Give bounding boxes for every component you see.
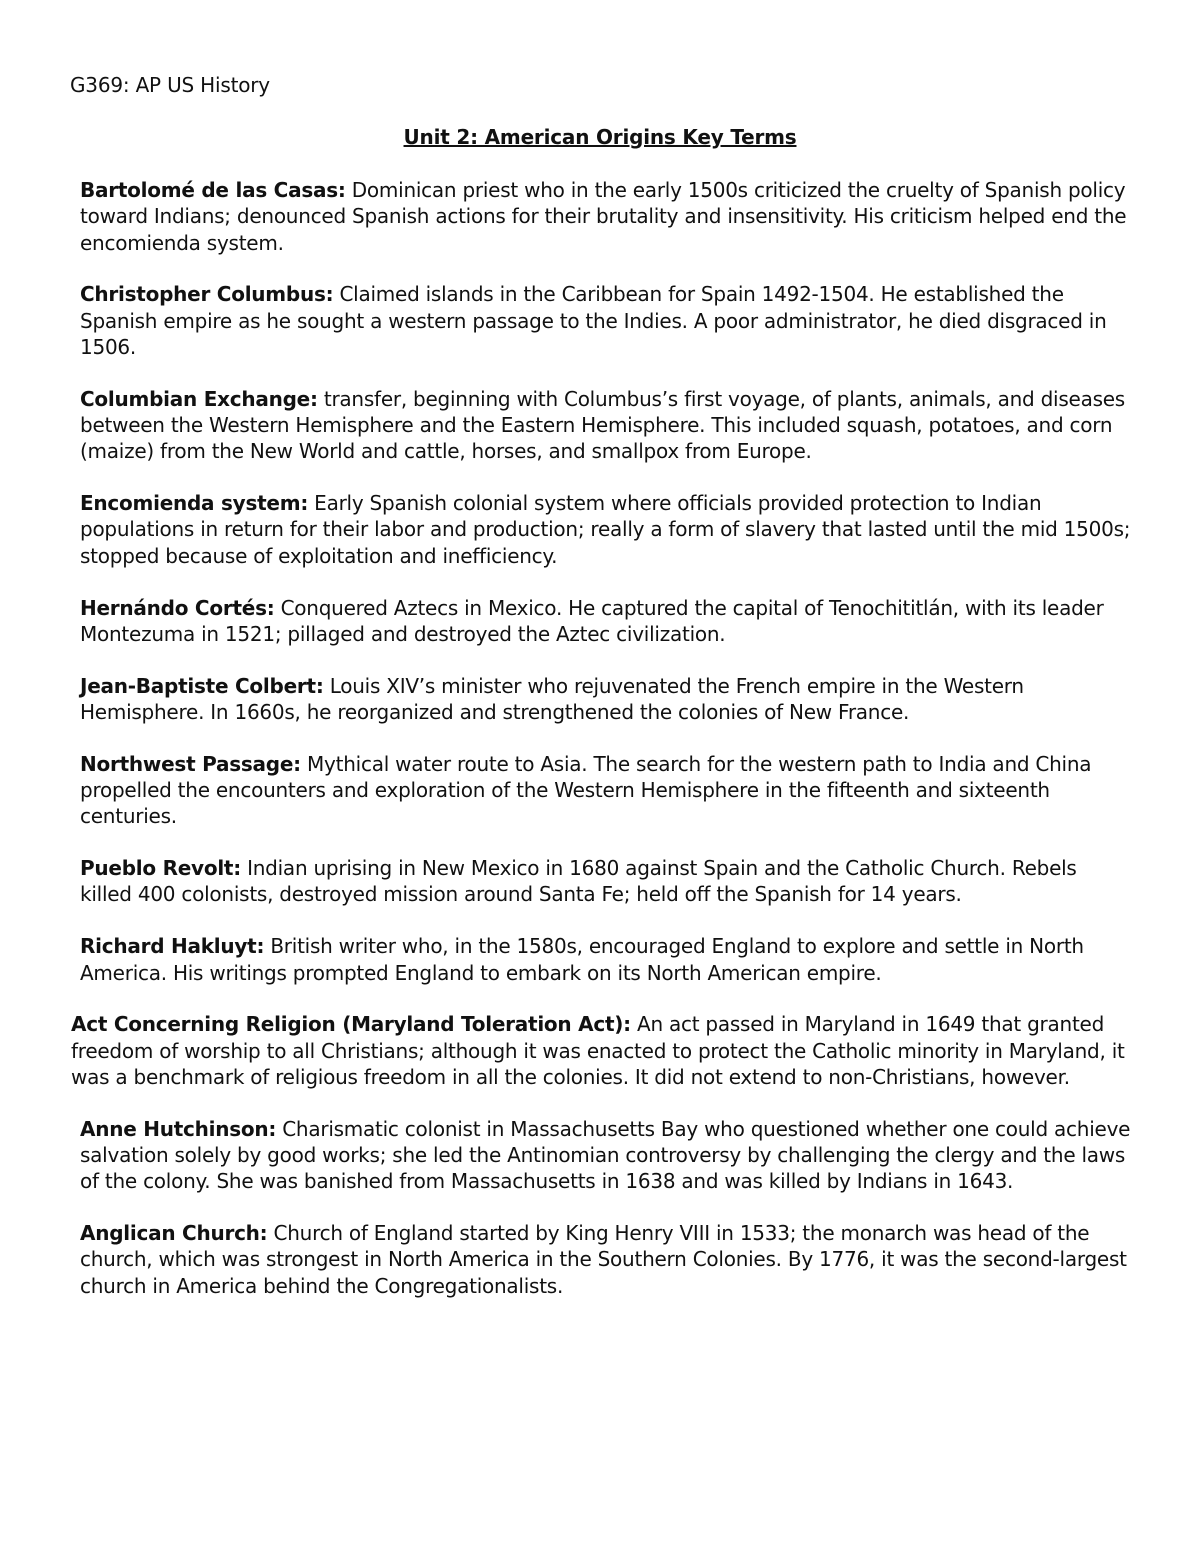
term-entry [80, 751, 1132, 830]
term-definition: Mythical water route to Asia. The search for the western path to India and China propelled the encounters and exploration of the Western Hemisphere in the fifteenth and sixteenth centuries. [80, 751, 1092, 829]
term-name: Anne Hutchinson: [80, 1116, 277, 1141]
term-definition: Indian uprising in New Mexico in 1680 against Spain and the Catholic Church. Rebels killed 400 colonists, destroyed mission around Santa Fe; held off the Spanish for 14 years. [80, 856, 1077, 907]
term-name: Christopher Columbus: [80, 282, 334, 307]
term-name: Columbian Exchange: [80, 386, 318, 411]
term-definition: Early Spanish colonial system where officials provided protection to Indian populations in return for their labor and production; really a form of slavery that lasted until the mid 1500s; stopped because of exploitation and inefficiency. [80, 491, 1131, 568]
term-entry [80, 177, 1132, 256]
term-entry [80, 490, 1132, 569]
term-name: Jean-Baptiste Colbert: [80, 673, 324, 698]
term-name: Encomienda system: [80, 491, 309, 516]
page-title: Unit 2: American Origins Key Terms [403, 125, 797, 149]
term-entry [80, 673, 1132, 726]
key-terms-list [0, 177, 1200, 1325]
term-entry [80, 1116, 1132, 1195]
term-entry [80, 1220, 1132, 1299]
term-name: Northwest Passage: [80, 751, 301, 776]
term-entry [80, 386, 1132, 465]
term-definition: Louis XIV’s minister who rejuvenated the French empire in the Western Hemisphere. In 1660s, he reorganized and strengthened the colonies of New France. [80, 673, 1024, 724]
term-entry [80, 281, 1132, 360]
term-definition: British writer who, in the 1580s, encouraged England to explore and settle in North America. His writings prompted England to embark on its North American empire. [80, 934, 1084, 985]
term-name: Act Concerning Religion (Maryland Toleration Act): [71, 1012, 631, 1037]
term-name: Pueblo Revolt: [80, 856, 241, 881]
term-definition: Claimed islands in the Caribbean for Spain 1492-1504. He established the Spanish empire as he sought a western passage to the Indies. A poor administrator, he died disgraced in 1506. [80, 282, 1107, 359]
term-name: Richard Hakluyt: [80, 934, 265, 959]
term-definition: Charismatic colonist in Massachusetts Bay who questioned whether one could achieve salvation solely by good works; she led the Antinomian controversy by challenging the clergy and the laws of the colony. She was banished from Massachusetts in 1638 and was killed by Indians in 1643. [80, 1116, 1131, 1194]
term-entry [80, 595, 1132, 648]
term-entry [80, 933, 1132, 986]
term-entry [71, 1011, 1140, 1090]
term-definition: Conquered Aztecs in Mexico. He captured the capital of Tenochititlán, with its leader Montezuma in 1521; pillaged and destroyed the Aztec civilization. [80, 595, 1104, 646]
term-definition: An act passed in Maryland in 1649 that granted freedom of worship to all Christians; although it was enacted to protect the Catholic minority in Maryland, it was a benchmark of religious freedom in all the colonies. It did not extend to non-Christians, however. [71, 1012, 1125, 1089]
term-definition: transfer, beginning with Columbus’s first voyage, of plants, animals, and diseases between the Western Hemisphere and the Eastern Hemisphere. This included squash, potatoes, and corn (maize) from the New World and cattle, horses, and smallpox from Europe. [80, 386, 1125, 464]
course-code: G369: AP US History [70, 73, 270, 97]
term-name: Bartolomé de las Casas: [80, 178, 346, 202]
term-definition: Dominican priest who in the early 1500s criticized the cruelty of Spanish policy toward Indians; denounced Spanish actions for their brutality and insensitivity. His criticism helped end the encomienda system. [80, 178, 1127, 255]
term-name: Hernándo Cortés: [80, 595, 275, 620]
term-definition: Church of England started by King Henry VIII in 1533; the monarch was head of the church, which was strongest in North America in the Southern Colonies. By 1776, it was the second-largest church in America behind the Congregationalists. [80, 1221, 1127, 1298]
term-name: Anglican Church: [80, 1221, 268, 1246]
term-entry [80, 855, 1132, 908]
